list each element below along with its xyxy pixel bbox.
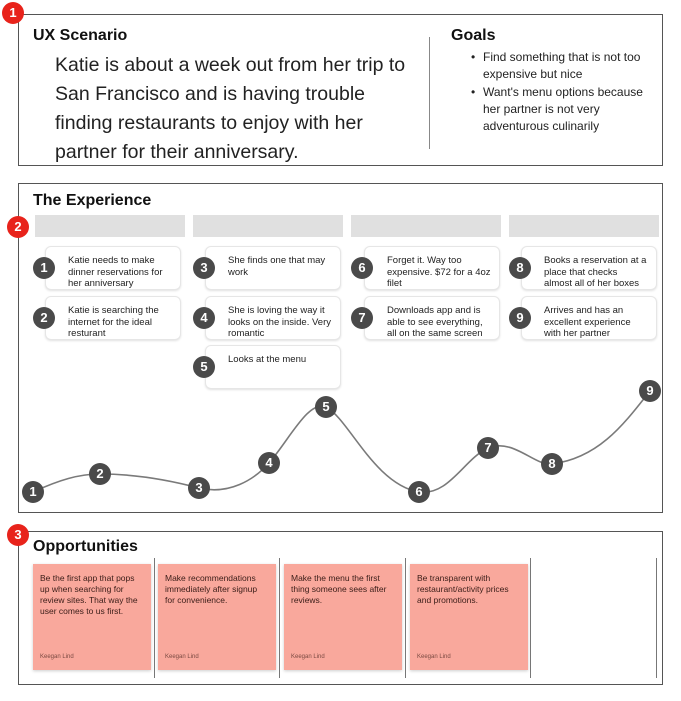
sticky-note-text: Make recommendations immediately after signup for convenience. — [165, 573, 258, 605]
step-text: Looks at the menu — [228, 354, 307, 365]
curve-point-1: 1 — [22, 481, 44, 503]
sticky-note-3 — [284, 564, 402, 670]
step-marker-6: 6 — [351, 257, 373, 279]
curve-point-7: 7 — [477, 437, 499, 459]
step-text: Arrives and has an excellent experience with her partner — [544, 305, 631, 339]
goal-item: • Find something that is not too expensive but nice — [471, 49, 661, 83]
sticky-note-author: Keegan Lind — [417, 654, 451, 660]
step-marker-9: 9 — [509, 307, 531, 329]
curve-point-2: 2 — [89, 463, 111, 485]
step-marker-8: 8 — [509, 257, 531, 279]
step-marker-5: 5 — [193, 356, 215, 378]
step-marker-3: 3 — [193, 257, 215, 279]
section-badge-3: 3 — [7, 524, 29, 546]
curve-point-8: 8 — [541, 453, 563, 475]
experience-curve-line — [33, 391, 650, 492]
step-text: Katie is searching the internet for the ideal resturant — [68, 305, 159, 339]
step-text: Forget it. Way too expensive. $72 for a 4oz filet — [387, 255, 491, 289]
opportunities-title: Opportunities — [33, 538, 138, 555]
sticky-note-4 — [410, 564, 528, 670]
experience-title: The Experience — [33, 192, 152, 209]
step-marker-7: 7 — [351, 307, 373, 329]
column-divider — [656, 558, 657, 678]
experience-curve — [19, 184, 664, 514]
scenario-divider — [429, 37, 430, 149]
sticky-note-text: Be transparent with restaurant/activity prices and promotions. — [417, 573, 509, 605]
section-badge-2: 2 — [7, 216, 29, 238]
sticky-note-2 — [158, 564, 276, 670]
scenario-title: UX Scenario — [33, 27, 128, 44]
goals-list — [471, 49, 661, 136]
scenario-panel — [18, 14, 663, 166]
curve-point-5: 5 — [315, 396, 337, 418]
sticky-note-author: Keegan Lind — [40, 654, 74, 660]
column-divider — [279, 558, 280, 678]
step-marker-2: 2 — [33, 307, 55, 329]
column-divider — [154, 558, 155, 678]
sticky-note-text: Be the first app that pops up when searching for review sites. That way the user comes to us first. — [40, 573, 138, 616]
sticky-note-author: Keegan Lind — [291, 654, 325, 660]
experience-panel — [18, 183, 663, 513]
step-text: Katie needs to make dinner reservations for her anniversary — [68, 255, 163, 289]
sticky-note-1 — [33, 564, 151, 670]
curve-point-3: 3 — [188, 477, 210, 499]
goals-title: Goals — [451, 27, 496, 44]
step-text: She is loving the way it looks on the inside. Very romantic — [228, 305, 331, 339]
step-marker-4: 4 — [193, 307, 215, 329]
step-text: Books a reservation at a place that checks almost all of her boxes — [544, 255, 647, 289]
section-badge-1: 1 — [2, 2, 24, 24]
curve-point-6: 6 — [408, 481, 430, 503]
sticky-note-author: Keegan Lind — [165, 654, 199, 660]
step-marker-1: 1 — [33, 257, 55, 279]
sticky-note-text: Make the menu the first thing someone sees after reviews. — [291, 573, 387, 605]
goal-item: • Want's menu options because her partner is not very adventurous culinarily — [471, 84, 661, 135]
column-divider — [530, 558, 531, 678]
opportunities-panel — [18, 531, 663, 685]
step-text: She finds one that may work — [228, 255, 326, 278]
step-text: Downloads app and is able to see everything, all on the same screen — [387, 305, 483, 339]
scenario-text: Katie is about a week out from her trip to San Francisco and is having trouble finding restaurants to enjoy with her partner for their anniversary. — [55, 54, 406, 163]
column-divider — [405, 558, 406, 678]
curve-point-4: 4 — [258, 452, 280, 474]
curve-point-9: 9 — [639, 380, 661, 402]
